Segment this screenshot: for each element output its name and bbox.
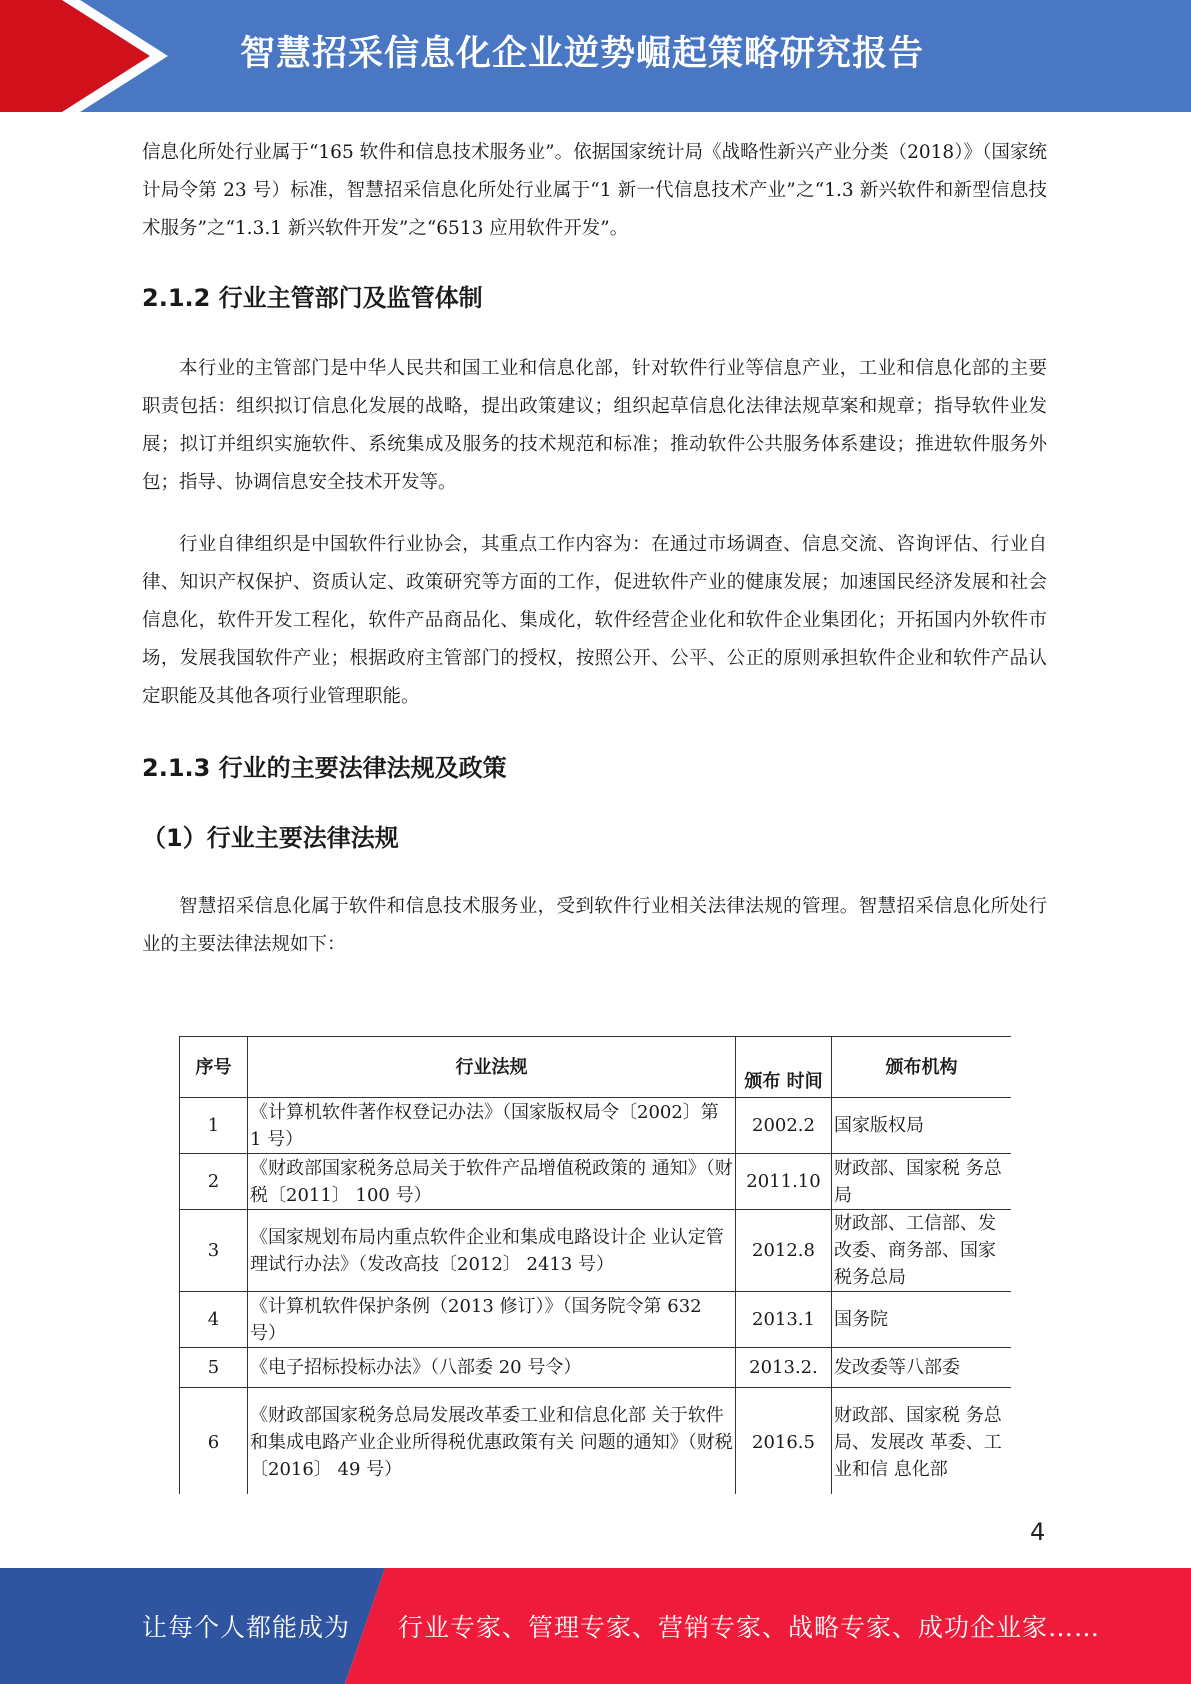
section-2-1-2-paragraph-2: 行业自律组织是中国软件行业协会，其重点工作内容为：在通过市场调查、信息交流、咨询评估、行业自律、知识产权保护、资质认定、政策研究等方面的工作，促进软件产业的健康发展；加速国民经济发展和社会信息化，软件开发工程化，软件产品商品化、集成化，软件经营企业化和软件企业集团化；开拓国内外软件市场，发展我国软件产业；根据政府主管部门的授权，按照公开、公平、公正的原则承担软件企业和软件产品认定职能及其他各项行业管理职能。	[142, 534, 1047, 707]
row-time: 2013.2.	[736, 1348, 832, 1388]
page-content	[142, 134, 1047, 964]
row-org: 国务院	[832, 1292, 1012, 1348]
table-row	[180, 1348, 1012, 1388]
table-row	[180, 1210, 1012, 1292]
row-org: 国家版权局	[832, 1098, 1012, 1154]
row-time: 2002.2	[736, 1098, 832, 1154]
row-law: 《国家规划布局内重点软件企业和集成电路设计企 业认定管理试行办法》（发改高技〔2012〕 2413 号）	[248, 1210, 736, 1292]
table-row	[180, 1292, 1012, 1348]
row-law: 《计算机软件著作权登记办法》（国家版权局令〔2002〕第 1 号）	[248, 1098, 736, 1154]
row-no: 6	[180, 1388, 248, 1495]
page-header	[0, 0, 1191, 112]
row-org: 财政部、工信部、发改委、商务部、国家税务总局	[832, 1210, 1012, 1292]
row-law: 《财政部国家税务总局发展改革委工业和信息化部 关于软件和集成电路产业企业所得税优惠政策有关 问题的通知》（财税〔2016〕 49 号）	[248, 1388, 736, 1495]
table-header-row	[180, 1037, 1012, 1098]
sub-heading-laws: （1）行业主要法律法规	[142, 824, 399, 852]
row-org: 发改委等八部委	[832, 1348, 1012, 1388]
row-law: 《电子招标投标办法》（八部委 20 号令）	[248, 1348, 736, 1388]
row-time: 2011.10	[736, 1154, 832, 1210]
row-time: 2013.1	[736, 1292, 832, 1348]
footer-slogan-right: 行业专家、管理专家、营销专家、战略专家、成功企业家……	[398, 1613, 1101, 1642]
table-row	[180, 1154, 1012, 1210]
header-law: 行业法规	[248, 1037, 736, 1098]
section-heading-2-1-3: 2.1.3 行业的主要法律法规及政策	[142, 754, 507, 782]
row-org: 财政部、国家税 务总局、发展改 革委、工业和信 息化部	[832, 1388, 1012, 1495]
table-row	[180, 1098, 1012, 1154]
header-red-arrow	[0, 0, 150, 112]
header-no: 序号	[180, 1037, 248, 1098]
section-2-1-2-paragraph-1: 本行业的主管部门是中华人民共和国工业和信息化部，针对软件行业等信息产业，工业和信息化部的主要职责包括：组织拟订信息化发展的战略，提出政策建议；组织起草信息化法律法规草案和规章；指导软件业发展；拟订并组织实施软件、系统集成及服务的技术规范和标准；推动软件公共服务体系建设；推进软件服务外包；指导、协调信息安全技术开发等。	[142, 358, 1047, 493]
row-law: 《计算机软件保护条例（2013 修订）》（国务院令第 632 号）	[248, 1292, 736, 1348]
table-row	[180, 1388, 1012, 1495]
row-time: 2016.5	[736, 1388, 832, 1495]
section-heading-2-1-2: 2.1.2 行业主管部门及监管体制	[142, 284, 483, 312]
intro-paragraph: 信息化所处行业属于“165 软件和信息技术服务业”。依据国家统计局《战略性新兴产业分类（2018）》（国家统计局令第 23 号）标准，智慧招采信息化所处行业属于“1 新一代信息技术产业”之“1.3 新兴软件和新型信息技术服务”之“1.3.1 新兴软件开发”之“6513 应用软件开发”。	[142, 142, 1047, 239]
row-no: 2	[180, 1154, 248, 1210]
page-footer	[0, 1568, 1191, 1684]
header-time: 颁布 时间	[736, 1037, 832, 1098]
row-no: 4	[180, 1292, 248, 1348]
section-2-1-3-paragraph: 智慧招采信息化属于软件和信息技术服务业，受到软件行业相关法律法规的管理。智慧招采信息化所处行业的主要法律法规如下：	[142, 896, 1047, 955]
laws-table	[179, 1036, 1011, 1494]
page-number: 4	[1030, 1518, 1046, 1546]
row-law: 《财政部国家税务总局关于软件产品增值税政策的 通知》（财税〔2011〕 100 号）	[248, 1154, 736, 1210]
footer-slogan-left: 让每个人都能成为	[142, 1613, 351, 1642]
row-no: 5	[180, 1348, 248, 1388]
row-time: 2012.8	[736, 1210, 832, 1292]
row-no: 3	[180, 1210, 248, 1292]
header-org: 颁布机构	[832, 1037, 1012, 1098]
row-no: 1	[180, 1098, 248, 1154]
report-title: 智慧招采信息化企业逆势崛起策略研究报告	[240, 34, 925, 74]
laws-table-container	[179, 1036, 1011, 1494]
row-org: 财政部、国家税 务总局	[832, 1154, 1012, 1210]
